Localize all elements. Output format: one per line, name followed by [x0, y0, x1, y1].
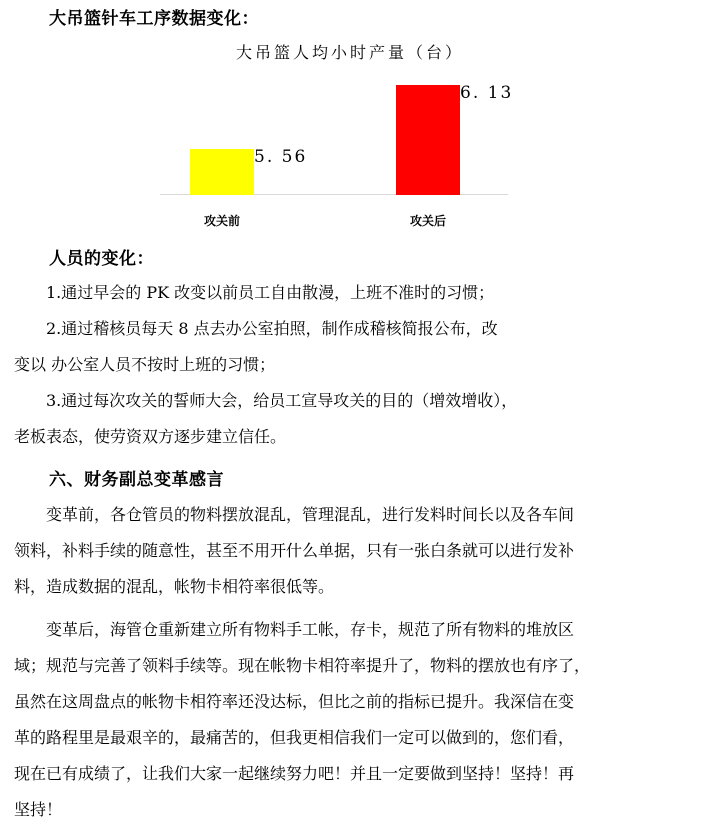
finance-p1-line-2: 领料，补料手续的随意性，甚至不用开什么单据，只有一张白条就可以进行发补: [14, 541, 575, 560]
chart-bar-after: [396, 85, 460, 195]
personnel-line-5: 老板表态，使劳资双方逐步建立信任。: [14, 427, 287, 446]
section-heading-finance: 六、财务副总变革感言: [49, 470, 224, 490]
chart-data-label-before: 5. 56: [254, 147, 308, 167]
chart-bar-before: [190, 149, 254, 195]
chart-title: 大吊篮人均小时产量（台）: [235, 43, 464, 62]
chart-data-label-after: 6. 13: [460, 83, 514, 103]
section-heading-personnel: 人员的变化：: [49, 249, 154, 269]
finance-p1-line-3: 料，造成数据的混乱，帐物卡相符率很低等。: [14, 577, 335, 596]
chart-tick-label-after: 攻关后: [409, 214, 446, 228]
finance-p2-line-1: 变革后，海管仓重新建立所有物料手工帐，存卡，规范了所有物料的堆放区: [46, 620, 575, 639]
personnel-line-2: 2.通过稽核员每天 8 点去办公室拍照，制作成稽核简报公布，改: [46, 319, 498, 338]
personnel-line-1: 1.通过早会的 PK 改变以前员工自由散漫，上班不准时的习惯；: [46, 283, 495, 302]
personnel-line-4: 3.通过每次攻关的誓师大会，给员工宣导攻关的目的（增效增收），: [46, 391, 518, 410]
finance-p2-line-2: 域；规范与完善了领料手续等。现在帐物卡相符率提升了，物料的摆放也有序了，: [14, 656, 591, 675]
finance-p2-line-5: 现在已有成绩了，让我们大家一起继续努力吧！并且一定要做到坚持！坚持！再: [14, 764, 575, 783]
finance-p2-line-4: 革的路程里是最艰辛的，最痛苦的，但我更相信我们一定可以做到的，您们看，: [14, 728, 575, 747]
chart-tick-label-before: 攻关前: [203, 214, 240, 228]
finance-p2-line-3: 虽然在这周盘点的帐物卡相符率还没达标，但比之前的指标已提升。我深信在变: [14, 692, 575, 711]
section-heading-craft-data: 大吊篮针车工序数据变化：: [49, 9, 259, 29]
personnel-line-3: 变以 办公室人员不按时上班的习惯；: [14, 355, 276, 374]
finance-p2-line-6: 坚持！: [14, 800, 63, 819]
bar-chart: [160, 36, 540, 236]
finance-p1-line-1: 变革前，各仓管员的物料摆放混乱，管理混乱，进行发料时间长以及各车间: [46, 505, 575, 524]
